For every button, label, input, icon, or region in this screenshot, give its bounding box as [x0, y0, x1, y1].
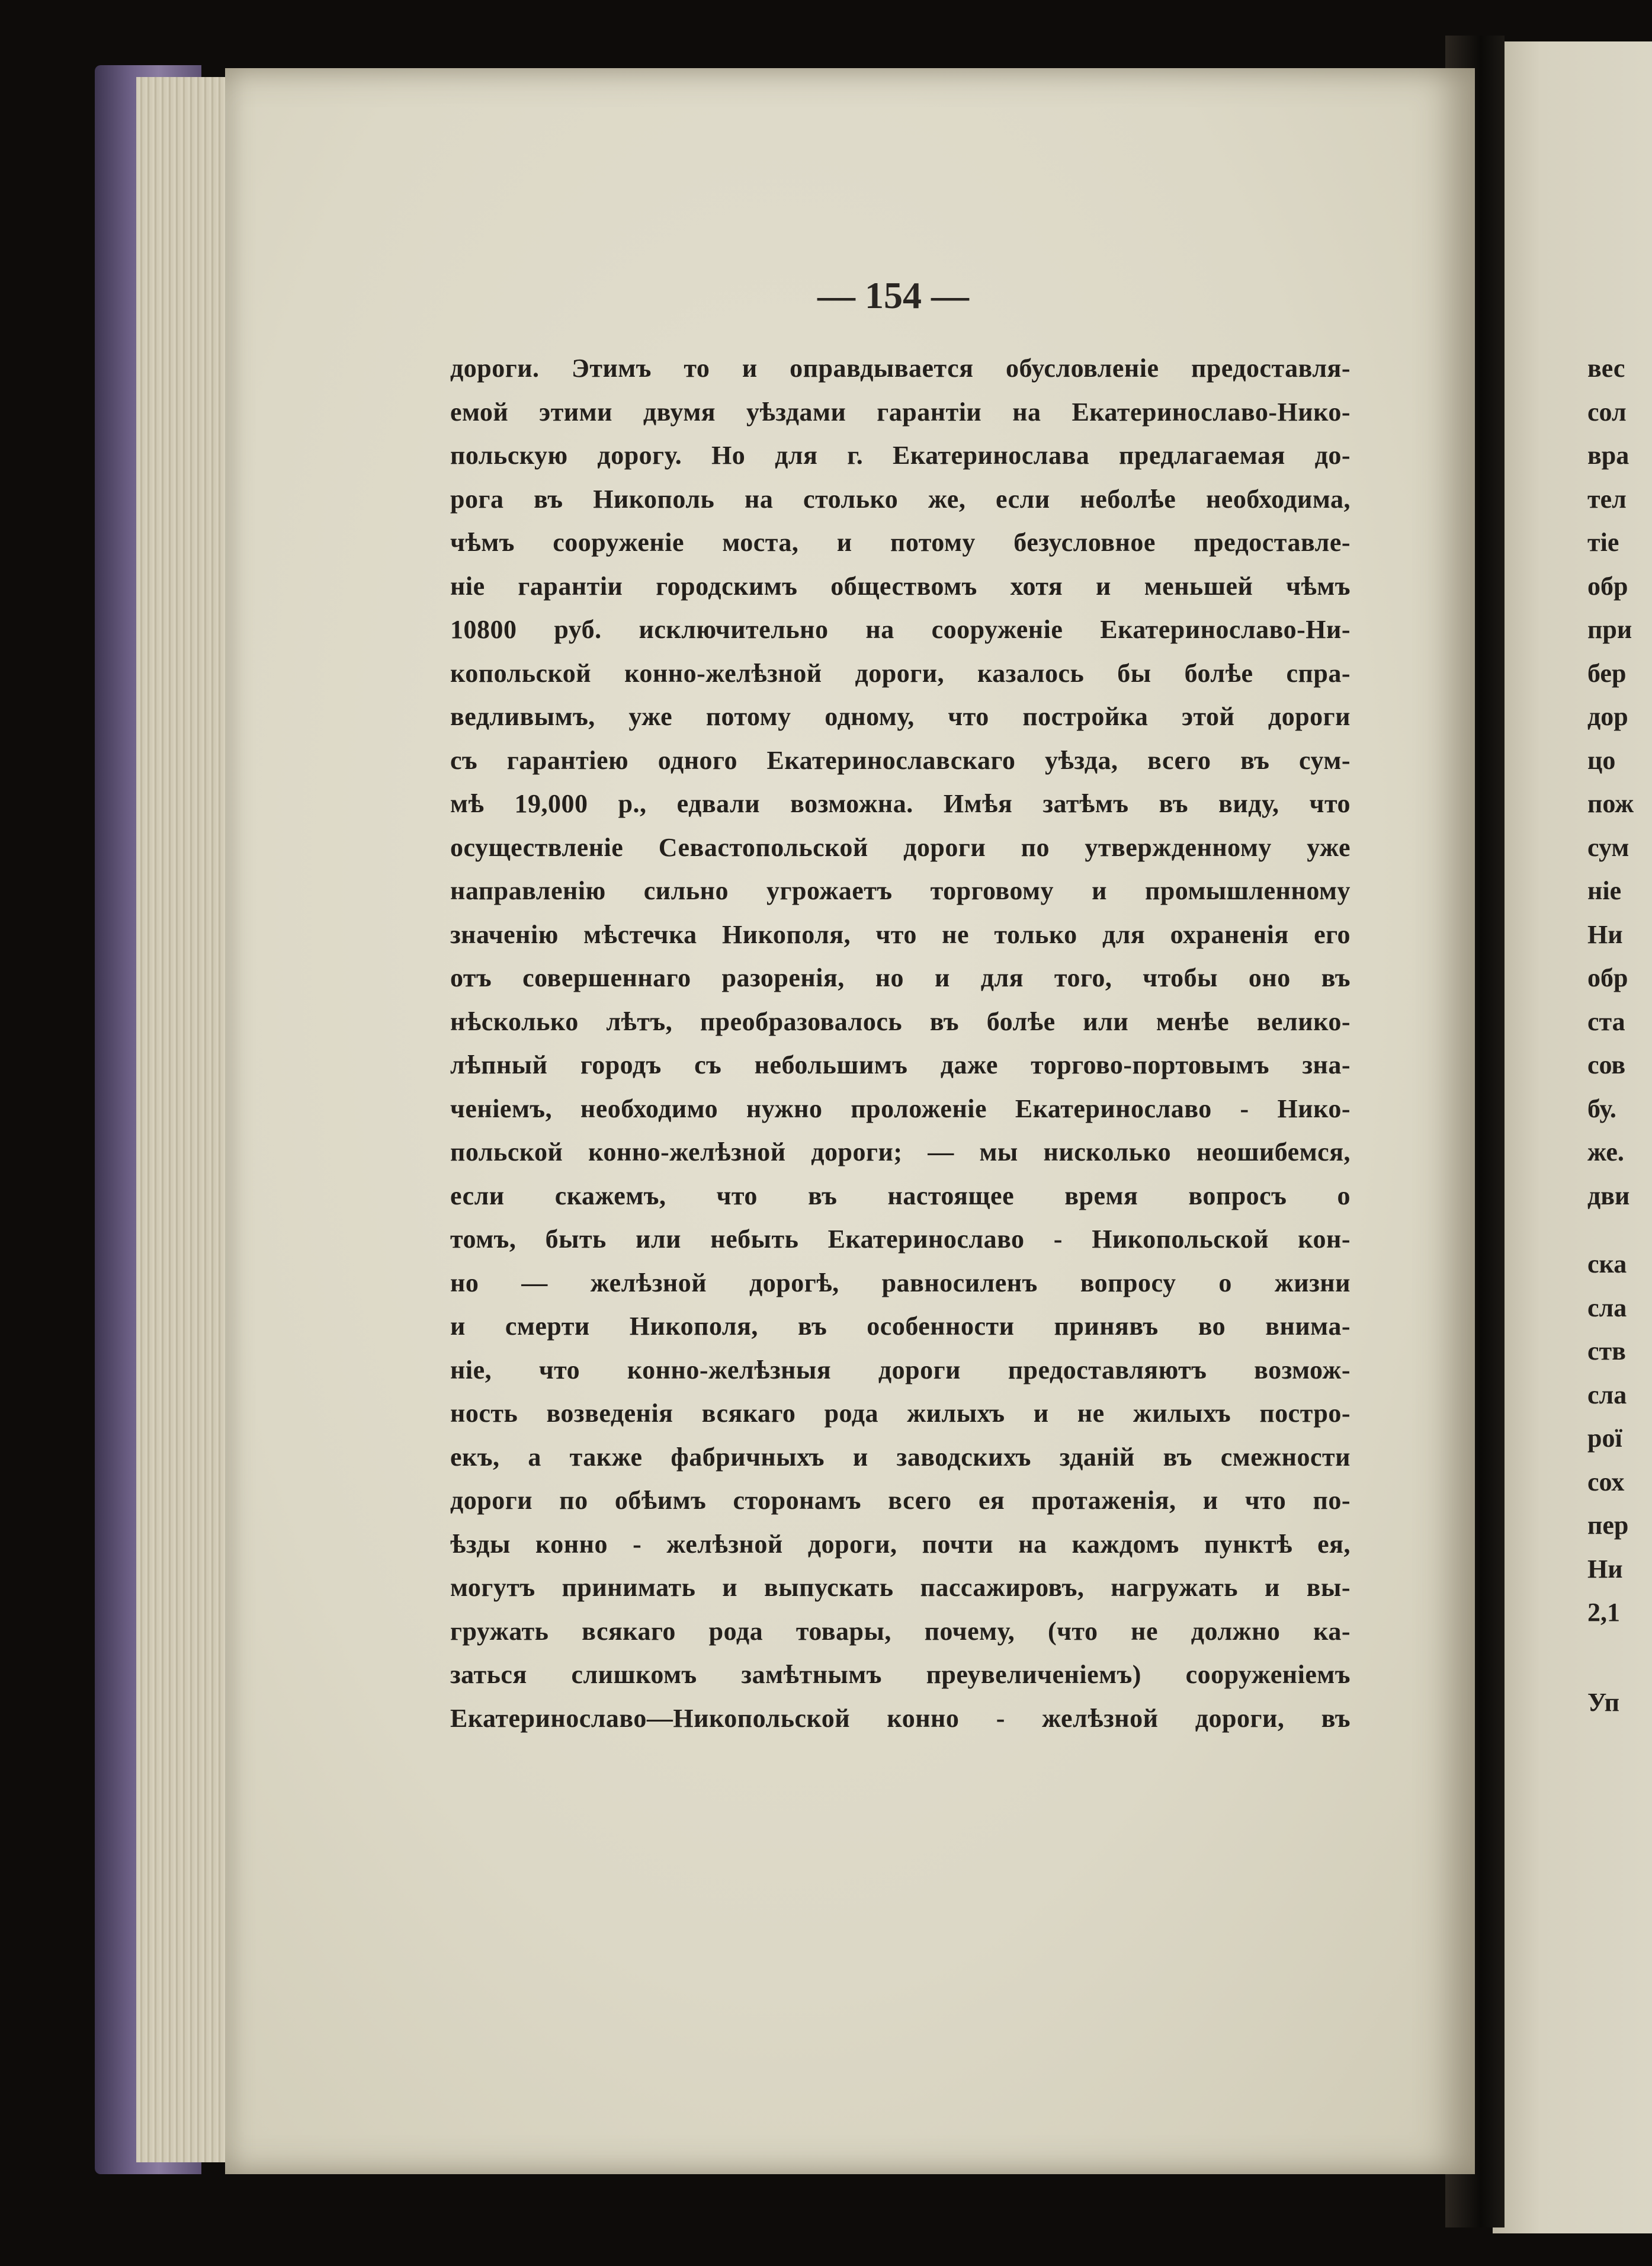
facing-page-line: Ни — [1587, 1554, 1623, 1584]
facing-page-line: дви — [1587, 1181, 1630, 1210]
text-line: заться слишкомъ замѣтнымъ преувеличеніемъ) сооруженіемъ — [450, 1660, 1351, 1689]
text-line: значенію мѣстечка Никополя, что не только для охраненія его — [450, 919, 1351, 949]
facing-page-line: пож — [1587, 789, 1634, 818]
text-line: польскую дорогу. Но для г. Екатеринослава предлагаемая до- — [450, 441, 1351, 470]
text-line: направленію сильно угрожаетъ торговому и промышленному — [450, 876, 1351, 905]
facing-page-line: пер — [1587, 1511, 1629, 1540]
text-line: 10800 руб. исключительно на сооруженіе Екатеринославо-Ни- — [450, 615, 1351, 644]
text-line: съ гарантіею одного Екатеринославскаго уѣзда, всего въ сум- — [450, 745, 1351, 775]
text-line: ведливымъ, уже потому одному, что постройка этой дороги — [450, 702, 1351, 731]
text-line: если скажемъ, что въ настоящее время вопросъ о — [450, 1181, 1351, 1210]
text-line: дороги. Этимъ то и оправдывается обусловленіе предоставля- — [450, 354, 1351, 383]
facing-page-line: Уп — [1587, 1687, 1620, 1717]
text-line: ніе гарантіи городскимъ обществомъ хотя и меньшей чѣмъ — [450, 571, 1351, 601]
facing-page-line: цо — [1587, 745, 1616, 775]
text-line: гружать всякаго рода товары, почему, (что не должно ка- — [450, 1616, 1351, 1646]
facing-page-line: ств — [1587, 1336, 1626, 1366]
facing-page-line: сум — [1587, 832, 1629, 862]
text-line: мѣ 19,000 р., едвали возможна. Имѣя затѣмъ въ виду, что — [450, 789, 1351, 818]
facing-page-line: рої — [1587, 1424, 1622, 1453]
facing-page-line: ска — [1587, 1249, 1627, 1278]
facing-page-line: бу. — [1587, 1094, 1616, 1123]
facing-page-line: сла — [1587, 1380, 1627, 1409]
facing-page-line: сов — [1587, 1050, 1626, 1079]
facing-page-line: вес — [1587, 354, 1625, 383]
page-body-text — [450, 347, 1351, 1740]
facing-page-line: вра — [1587, 441, 1629, 470]
page-number: — 154 — — [817, 274, 969, 316]
facing-page-line: ста — [1587, 1007, 1625, 1036]
text-line: копольской конно-желѣзной дороги, казалось бы болѣе спра- — [450, 658, 1351, 688]
text-line: ченіемъ, необходимо нужно проложеніе Екатеринославо - Нико- — [450, 1094, 1351, 1123]
text-line: дороги по обѣимъ сторонамъ всего ея протаженія, и что по- — [450, 1486, 1351, 1515]
facing-page-text — [1587, 347, 1652, 1724]
text-line: екъ, а также фабричныхъ и заводскихъ зданій въ смежности — [450, 1442, 1351, 1472]
facing-page-line: сох — [1587, 1467, 1625, 1496]
text-line: могутъ принимать и выпускать пассажировъ, нагружать и вы- — [450, 1573, 1351, 1602]
facing-page-line: обр — [1587, 963, 1628, 992]
text-line: и смерти Никополя, въ особенности принявъ во внима- — [450, 1312, 1351, 1341]
text-line: томъ, быть или небыть Екатеринославо - Никопольской кон- — [450, 1225, 1351, 1254]
facing-page-line: тел — [1587, 484, 1627, 514]
facing-page-line: сла — [1587, 1293, 1627, 1322]
facing-page-line: тіе — [1587, 528, 1619, 557]
facing-page-line: Ни — [1587, 919, 1623, 949]
facing-page-line: обр — [1587, 571, 1628, 601]
text-line: осуществленіе Севастопольской дороги по утвержденному уже — [450, 832, 1351, 862]
text-line: чѣмъ сооруженіе моста, и потому безусловное предоставле- — [450, 528, 1351, 557]
text-line: ніе, что конно-желѣзныя дороги предоставляютъ возмож- — [450, 1355, 1351, 1384]
facing-page-line: дор — [1587, 702, 1628, 731]
facing-page-line: сол — [1587, 397, 1627, 427]
facing-page-line: 2,1 — [1587, 1598, 1620, 1627]
text-line: емой этими двумя уѣздами гарантіи на Екатеринославо-Нико- — [450, 397, 1351, 427]
text-line: нѣсколько лѣтъ, преобразовалось въ болѣе или менѣе велико- — [450, 1007, 1351, 1036]
text-line: польской конно-желѣзной дороги; — мы нисколько неошибемся, — [450, 1137, 1351, 1166]
text-line: отъ совершеннаго разоренія, но и для того, чтобы оно въ — [450, 963, 1351, 992]
facing-page-line: же. — [1587, 1137, 1624, 1166]
facing-page-line: ніе — [1587, 876, 1622, 905]
facing-page-line: при — [1587, 615, 1632, 644]
text-line: рога въ Никополь на столько же, если неболѣе необходима, — [450, 484, 1351, 514]
text-line: ѣзды конно - желѣзной дороги, почти на каждомъ пунктѣ ея, — [450, 1529, 1351, 1559]
text-line: ность возведенія всякаго рода жилыхъ и не жилыхъ постро- — [450, 1399, 1351, 1428]
text-line: Екатеринославо—Никопольской конно - желѣзной дороги, въ — [450, 1703, 1351, 1733]
text-line: лѣпный городъ съ небольшимъ даже торгово-портовымъ зна- — [450, 1050, 1351, 1079]
facing-page-line: бер — [1587, 658, 1627, 688]
text-line: но — желѣзной дорогѣ, равносиленъ вопросу о жизни — [450, 1268, 1351, 1297]
